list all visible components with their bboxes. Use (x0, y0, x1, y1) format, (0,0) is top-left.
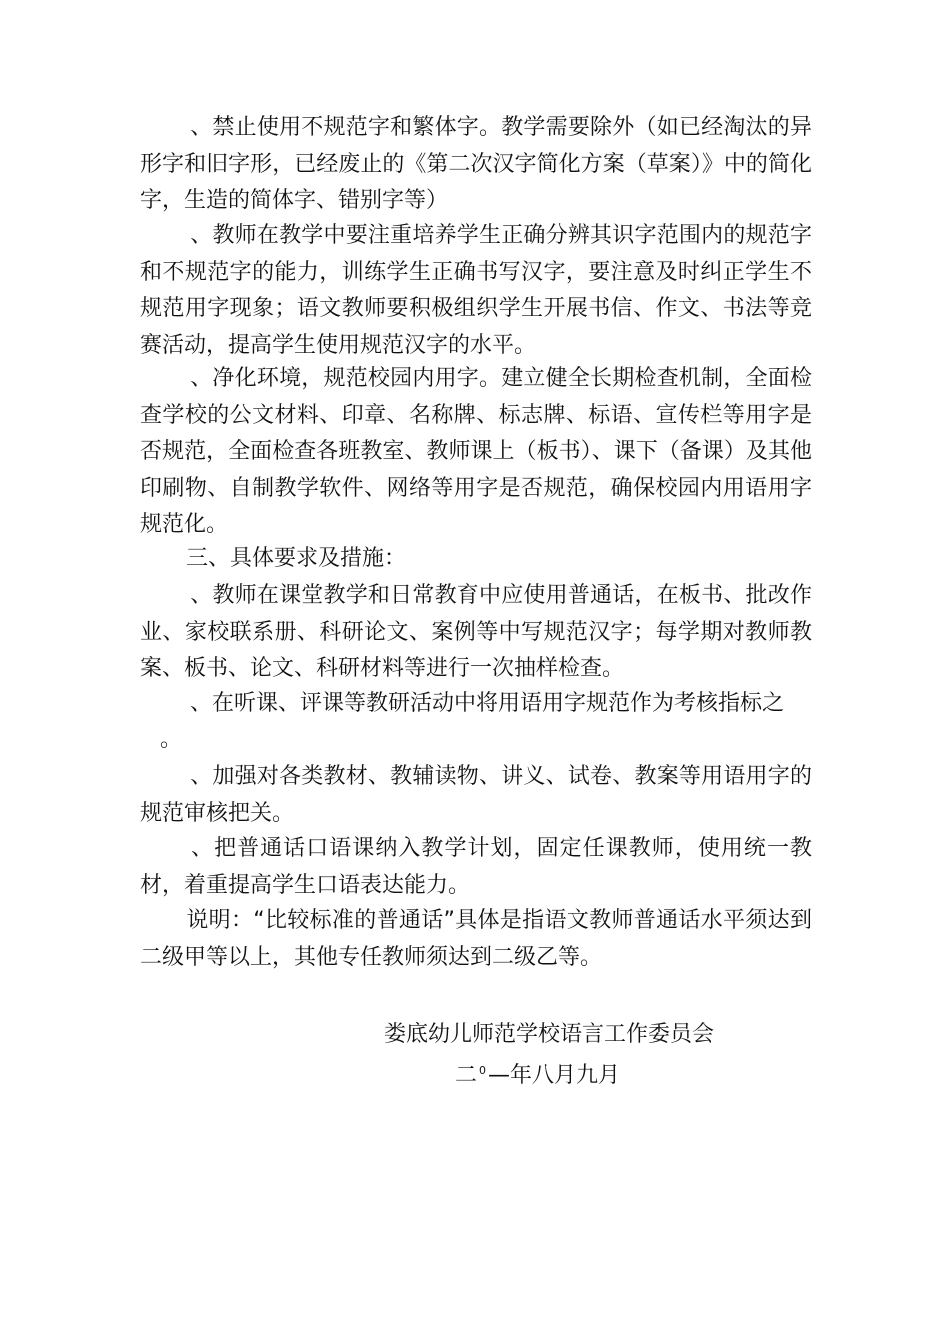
note-paragraph-text: 说明：“比较标准的普通话”具体是指语文教师普通话水平须达到二级甲等以上，其他专任教师须达到二级乙等。 (140, 908, 812, 970)
signature-date (455, 1053, 620, 1094)
signature-org-text: 娄底幼儿师范学校语言工作委员会 (384, 1022, 715, 1047)
section-heading (140, 541, 812, 578)
paragraph-3 (140, 361, 812, 544)
paragraph-4-text: 、教师在课堂教学和日常教育中应使用普通话，在板书、批改作业、家校联系册、科研论文、案例等中写规范汉字；每学期对教师教案、板书、论文、科研材料等进行一次抽样检查。 (140, 583, 812, 681)
paragraph-1 (140, 110, 812, 220)
paragraph-5-tail-text: 。 (160, 727, 183, 752)
date-prefix: 二 (455, 1063, 478, 1088)
paragraph-6-text: 、加强对各类教材、教辅读物、讲义、试卷、教案等用语用字的规范审核把关。 (140, 764, 812, 826)
paragraph-7-text: 、把普通话口语课纳入教学计划，固定任课教师，使用统一教材，着重提高学生口语表达能力。 (140, 836, 812, 898)
paragraph-5-text: 、在听课、评课等教研活动中将用语用字规范作为考核指标之 (190, 691, 785, 716)
paragraph-3-text: 、净化环境，规范校园内用字。建立健全长期检查机制，全面检查学校的公文材料、印章、名称牌、标志牌、标语、宣传栏等用字是否规范，全面检查各班教室、教师课上（板书）、课下（备课）及其他印刷物、自制教学软件、网络等用字是否规范，确保校园内用语用字规范化。 (140, 366, 812, 537)
signature-org (384, 1017, 714, 1053)
note-paragraph (140, 903, 812, 976)
paragraph-7 (140, 831, 812, 904)
date-zero: 0 (479, 1064, 487, 1077)
paragraph-6 (140, 759, 812, 832)
paragraph-4 (140, 578, 812, 688)
paragraph-5 (140, 686, 812, 723)
paragraph-2 (140, 218, 812, 364)
section-heading-text: 三、具体要求及措施： (186, 546, 407, 571)
paragraph-5-tail (160, 722, 832, 759)
date-suffix: —年八月九月 (488, 1063, 621, 1088)
paragraph-1-text: 、禁止使用不规范字和繁体字。教学需要除外（如已经淘汰的异形字和旧字形，已经废止的《第二次汉字简化方案（草案）》中的简化字，生造的简体字、错别字等） (140, 115, 812, 213)
paragraph-2-text: 、教师在教学中要注重培养学生正确分辨其识字范围内的规范字和不规范字的能力，训练学生正确书写汉字，要注意及时纠正学生不规范用字现象；语文教师要积极组织学生开展书信、作文、书法等竞赛活动，提高学生使用规范汉字的水平。 (140, 223, 812, 358)
